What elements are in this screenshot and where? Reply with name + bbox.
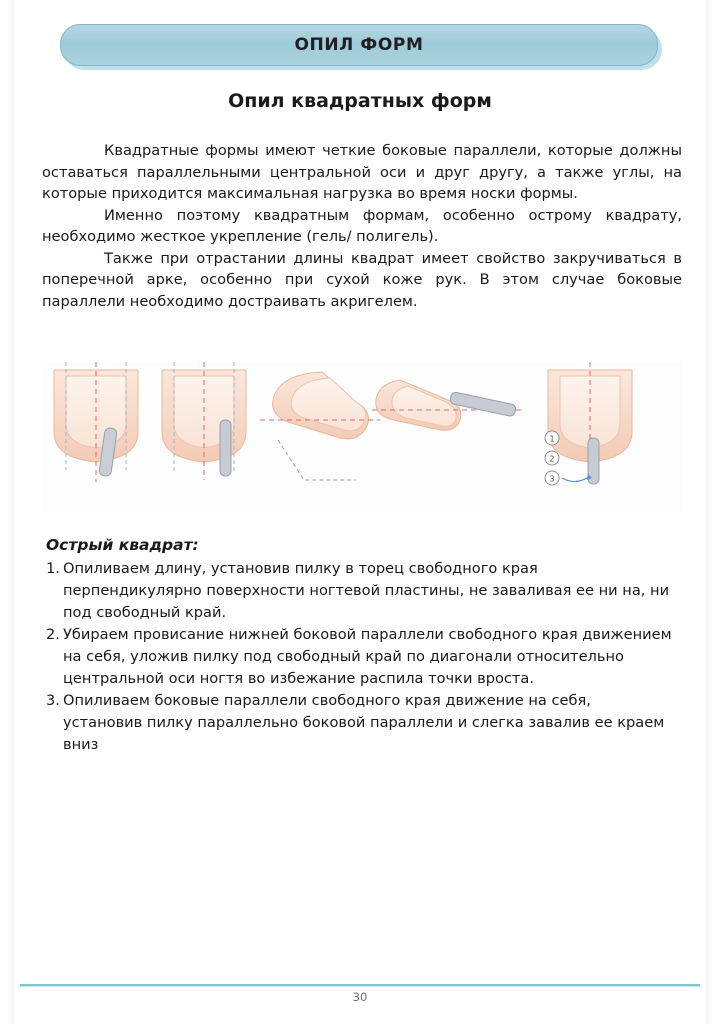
step-number: 2. bbox=[46, 626, 60, 643]
page-edge-left bbox=[0, 0, 14, 1024]
header-banner-body bbox=[60, 24, 658, 66]
header-banner-title: ОПИЛ ФОРМ bbox=[294, 35, 424, 55]
step-text: Убираем провисание нижней боковой параллели свободного края движением на себя, уложив пилку под свободный край по диагонали относительно центральной оси ногтя во избежание распила точки вроста. bbox=[63, 626, 672, 687]
subsection-title: Острый квадрат: bbox=[46, 536, 199, 554]
page-edge-right bbox=[706, 0, 720, 1024]
step-number: 3. bbox=[46, 692, 60, 709]
figure-4 bbox=[372, 380, 522, 430]
figure-3 bbox=[260, 372, 380, 480]
step-marker-1 bbox=[545, 431, 559, 445]
list-item bbox=[46, 558, 672, 624]
step-marker-2 bbox=[545, 451, 559, 465]
svg-text:2: 2 bbox=[549, 454, 555, 464]
paragraph-1: Квадратные формы имеют четкие боковые параллели, которые должны оставаться параллельными центральной оси и друг другу, а также углы, на которые приходится максимальная нагрузка во время носки формы. bbox=[42, 142, 682, 202]
paragraph-3: Также при отрастании длины квадрат имеет свойство закручиваться в поперечной арке, особенно при сухой коже рук. В этом случае боковые параллели необходимо достраивать акригелем. bbox=[42, 249, 682, 310]
header-banner bbox=[60, 24, 662, 70]
figure-5 bbox=[545, 362, 632, 485]
svg-text:3: 3 bbox=[549, 474, 555, 484]
page-title: Опил квадратных форм bbox=[228, 90, 492, 112]
step-text: Опиливаем боковые параллели свободного края движение на себя, установив пилку параллельно боковой параллели и слегка завалив ее краем вниз bbox=[63, 692, 665, 753]
nail-filing-illustration bbox=[42, 362, 682, 512]
figure-2 bbox=[162, 362, 246, 480]
page-number: 30 bbox=[352, 990, 368, 1004]
step-text: Опиливаем длину, установив пилку в торец свободного края перпендикулярно поверхности ногтевой пластины, не заваливая ее ни на, ни под свободный край. bbox=[63, 560, 670, 621]
list-item bbox=[46, 624, 672, 690]
step-marker-3 bbox=[545, 471, 559, 485]
steps-list bbox=[46, 558, 672, 756]
svg-text:1: 1 bbox=[549, 434, 555, 444]
nail-filing-diagram bbox=[42, 362, 682, 512]
figure-1 bbox=[54, 362, 138, 482]
step-number: 1. bbox=[46, 560, 60, 577]
paragraph-2: Именно поэтому квадратным формам, особенно острому квадрату, необходимо жесткое укрепление (гель/ полигель). bbox=[42, 206, 682, 245]
footer-divider bbox=[20, 984, 700, 986]
list-item bbox=[46, 690, 672, 756]
intro-text bbox=[42, 140, 682, 312]
